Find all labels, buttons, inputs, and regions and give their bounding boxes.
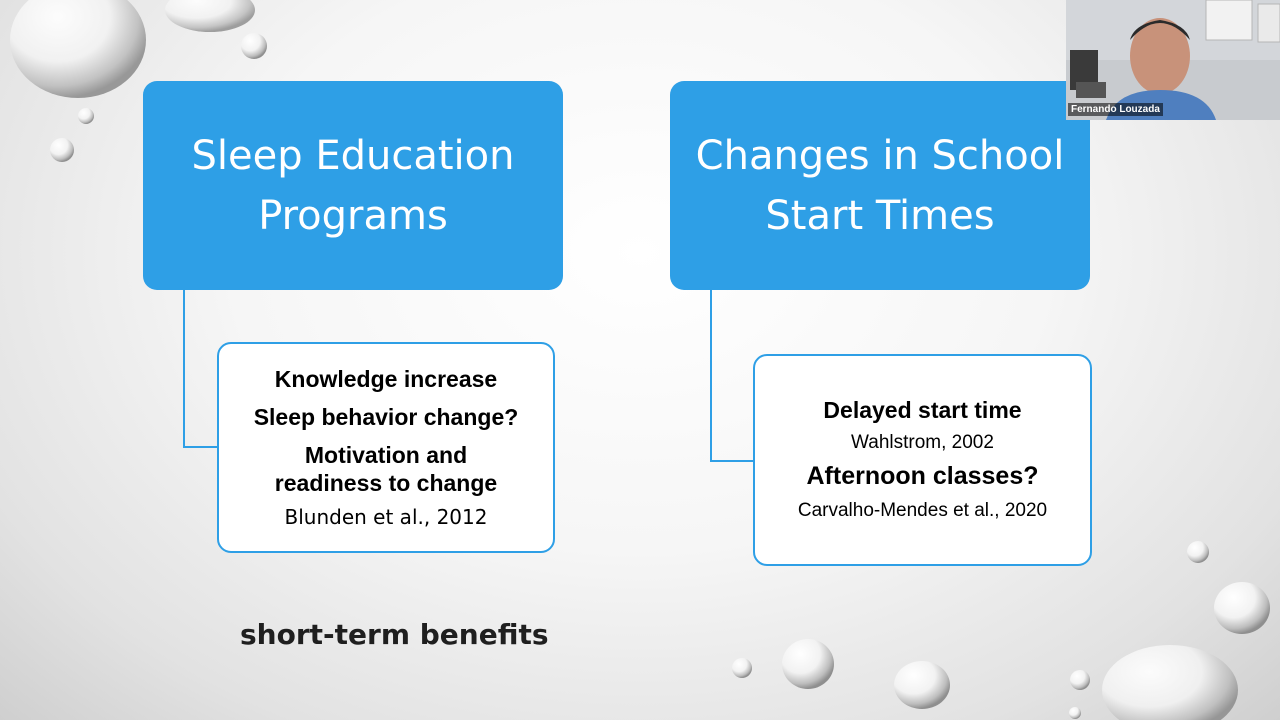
citation-text: Wahlstrom, 2002: [851, 432, 994, 453]
header-line: Start Times: [765, 192, 995, 239]
school-start-times-header: [670, 81, 1090, 290]
sleep-education-header: [143, 81, 563, 290]
right-connector-line: [710, 290, 756, 462]
participant-video-tile[interactable]: [1066, 0, 1280, 120]
point-text: Knowledge increase: [274, 365, 498, 392]
header-line: Sleep Education: [191, 132, 515, 179]
header-line: Programs: [258, 192, 448, 239]
item-text: Afternoon classes?: [806, 462, 1039, 490]
item-text: Delayed start time: [823, 397, 1022, 423]
point-text: Motivation and: [304, 441, 468, 468]
participant-name-label: Fernando Louzada: [1068, 103, 1163, 116]
left-connector-line: [183, 290, 219, 448]
footer-note: short-term benefits: [240, 618, 549, 651]
webcam-feed-illustration: [1066, 0, 1280, 120]
citation-text: Carvalho-Mendes et al., 2020: [797, 500, 1048, 521]
point-text: Sleep behavior change?: [253, 403, 519, 430]
sleep-education-details-box: [217, 342, 555, 553]
header-line: Changes in School: [695, 132, 1065, 179]
school-start-times-details-box: [753, 354, 1092, 566]
citation-text: Blunden et al., 2012: [284, 504, 488, 529]
point-text: readiness to change: [274, 469, 498, 496]
